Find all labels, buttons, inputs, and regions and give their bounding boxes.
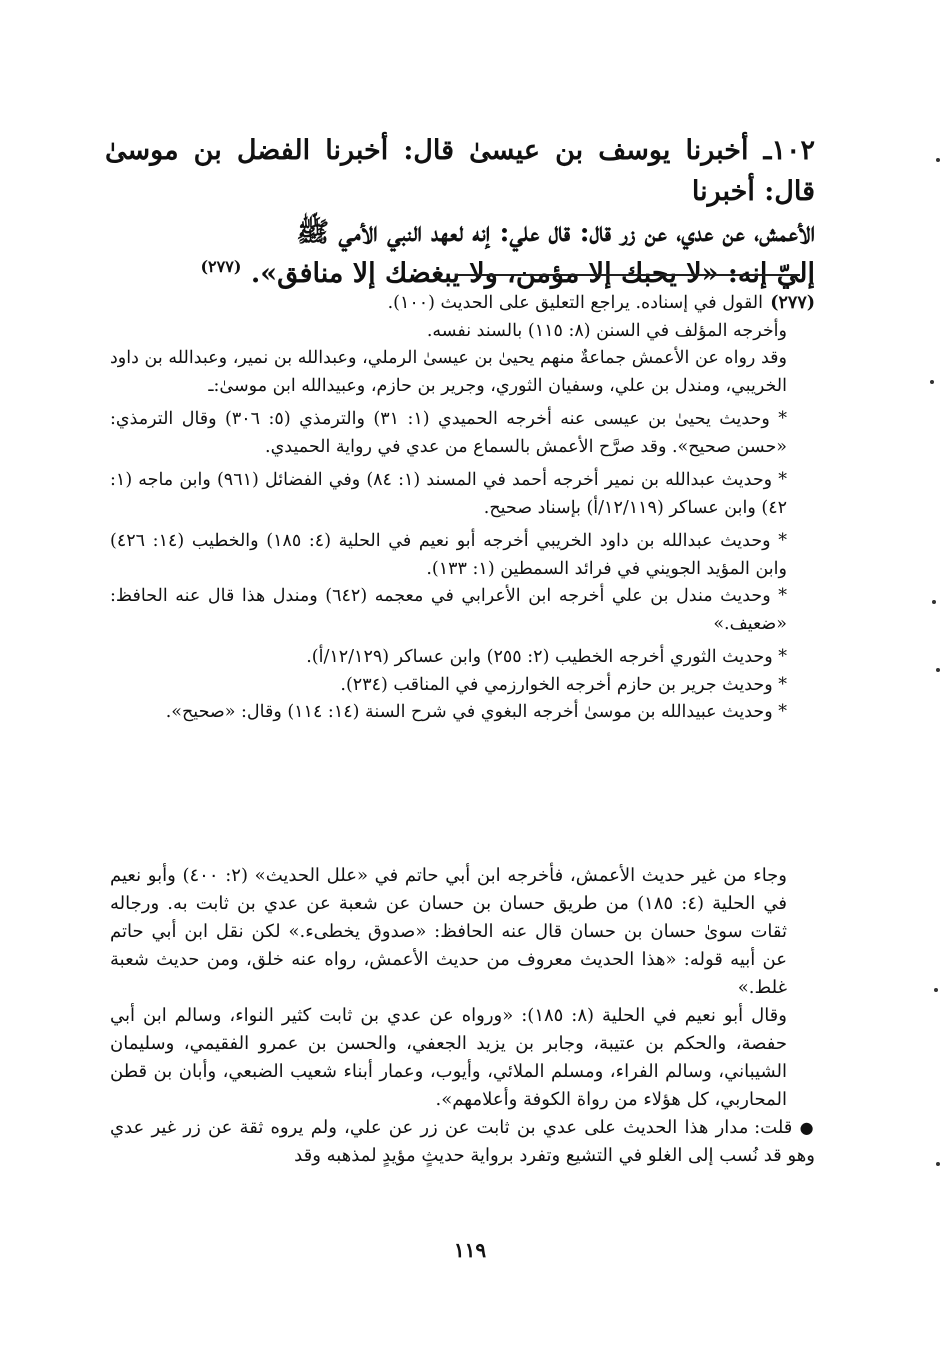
scan-speck (932, 600, 936, 604)
scan-speck (936, 668, 940, 672)
footnote-number: (٢٧٧) (770, 293, 815, 313)
scan-speck (936, 1162, 940, 1166)
footnote-reference: (٢٧٧) (200, 257, 242, 276)
hadith-line-text: إليّ إنه: «لا يحبك إلا مؤمن، ولا يبغضك إلا منافق». (250, 258, 815, 289)
commentary-block (110, 862, 815, 1170)
footnote-text: القول في إسناده. يراجع التعليق على الحديث (١٠٠). (387, 293, 763, 313)
footnote-block (110, 290, 815, 727)
commentary-paragraph: وجاء من غير حديث الأعمش، فأخرجه ابن أبي حاتم في «علل الحديث» (٢: ٤٠٠) وأبو نعيم في الحلية (٤: ١٨٥) من طريق حسان بن حسان عن شعبة عن عدي بن ثابت به. ورجاله ثقات سوىٰ حسان بن حسان قال عنه الحافظ: «صدوق يخطىء.» لكن نقل ابن أبي حاتم عن أبيه قوله: «هذا الحديث معروف من حديث الأعمش، رواه عنه خلق، ومن حديث شعبة غلط.» (110, 865, 787, 998)
footnote-paragraph: * وحديث عبدالله بن داود الخريبي أخرجه أبو نعيم في الحلية (٤: ١٨٥) والخطيب (١٤: ٤٢٦) وابن المؤيد الجويني في فرائد السمطين (١: ١٣٣). (110, 531, 787, 579)
footnote-paragraph: * وحديث يحيىٰ بن عيسى عنه أخرجه الحميدي (١: ٣١) والترمذي (٥: ٣٠٦) وقال الترمذي: «حسن صحيح». وقد صرَّح الأعمش بالسماع من عدي في رواية الحميدي. (110, 409, 787, 457)
footnote-paragraph (110, 290, 815, 318)
scan-speck (934, 988, 938, 992)
commentary-paragraph (110, 1114, 815, 1170)
footnote-paragraph: * وحديث جرير بن حازم أخرجه الخوارزمي في المناقب (٢٣٤). (340, 674, 787, 695)
commentary-text: قلت: مدار هذا الحديث على عدي بن ثابت عن زر عن علي، ولم يروه ثقة عن زر غير عدي وهو قد نُسب إلى الغلو في التشيع وتفرد برواية حديثٍ مؤيدٍ لمذهبه وقد (110, 1117, 815, 1166)
hadith-text (105, 130, 815, 294)
hadith-line: ١٠٢ـ أخبرنا يوسف بن عيسىٰ قال: أخبرنا الفضل بن موسىٰ قال: أخبرنا (105, 135, 815, 207)
footnote-paragraph: * وحديث الثوري أخرجه الخطيب (٢: ٢٥٥) وابن عساكر (١٢/١٢٩/أ). (306, 647, 787, 667)
footnote-paragraph: * وحديث مندل بن علي أخرجه ابن الأعرابي في معجمه (٦٤٢) ومندل هذا قال عنه الحافظ: «ضعيف.» (110, 586, 787, 634)
footnote-paragraph: * وحديث عبدالله بن نمير أخرجه أحمد في المسند (١: ٨٤) وفي الفضائل (٩٦١) وابن ماجه (١: ٤٢) وابن عساكر (١٢/١١٩/أ) بإسناد صحيح. (110, 470, 787, 518)
footnote-paragraph: وقد رواه عن الأعمش جماعةٌ منهم يحيىٰ بن عيسىٰ الرملي، وعبدالله بن نمير، وعبدالله بن داود الخريبي، ومندل بن علي، وسفيان الثوري، وجرير بن حازم، وعبيدالله ابن موسىٰ:ـ (110, 348, 787, 396)
page-number: ١١٩ (453, 1238, 487, 1262)
bullet-icon: ● (799, 1118, 815, 1137)
footnote-separator (455, 274, 800, 276)
footnote-paragraph: * وحديث عبيدالله بن موسىٰ أخرجه البغوي في شرح السنة (١٤: ١١٤) وقال: «صحيح». (165, 702, 787, 722)
commentary-paragraph: وقال أبو نعيم في الحلية (٨: ١٨٥): «ورواه عن عدي بن ثابت كثير النواء، وسالم ابن أبي حفصة، والحكم بن عتيبة، وجابر بن يزيد الجعفي، والحسن بن عمرو الفقيمي، وسليمان الشيباني، وسالم الفراء، ومسلم الملائي، وأيوب، وعمار أبناء شعيب الضبعي، وأبان بن قطن المحاربي، كل هؤلاء من رواة الكوفة وأعلامهم». (110, 1005, 787, 1110)
hadith-line: الأعمش، عن عدي، عن زر قال: قال علي: إنه لعهد النبي الأمي ﷺ (296, 217, 815, 248)
scan-speck (930, 380, 934, 384)
footnote-paragraph: وأخرجه المؤلف في السنن (٨: ١١٥) بالسند نفسه. (426, 320, 787, 341)
scan-speck (936, 158, 940, 162)
